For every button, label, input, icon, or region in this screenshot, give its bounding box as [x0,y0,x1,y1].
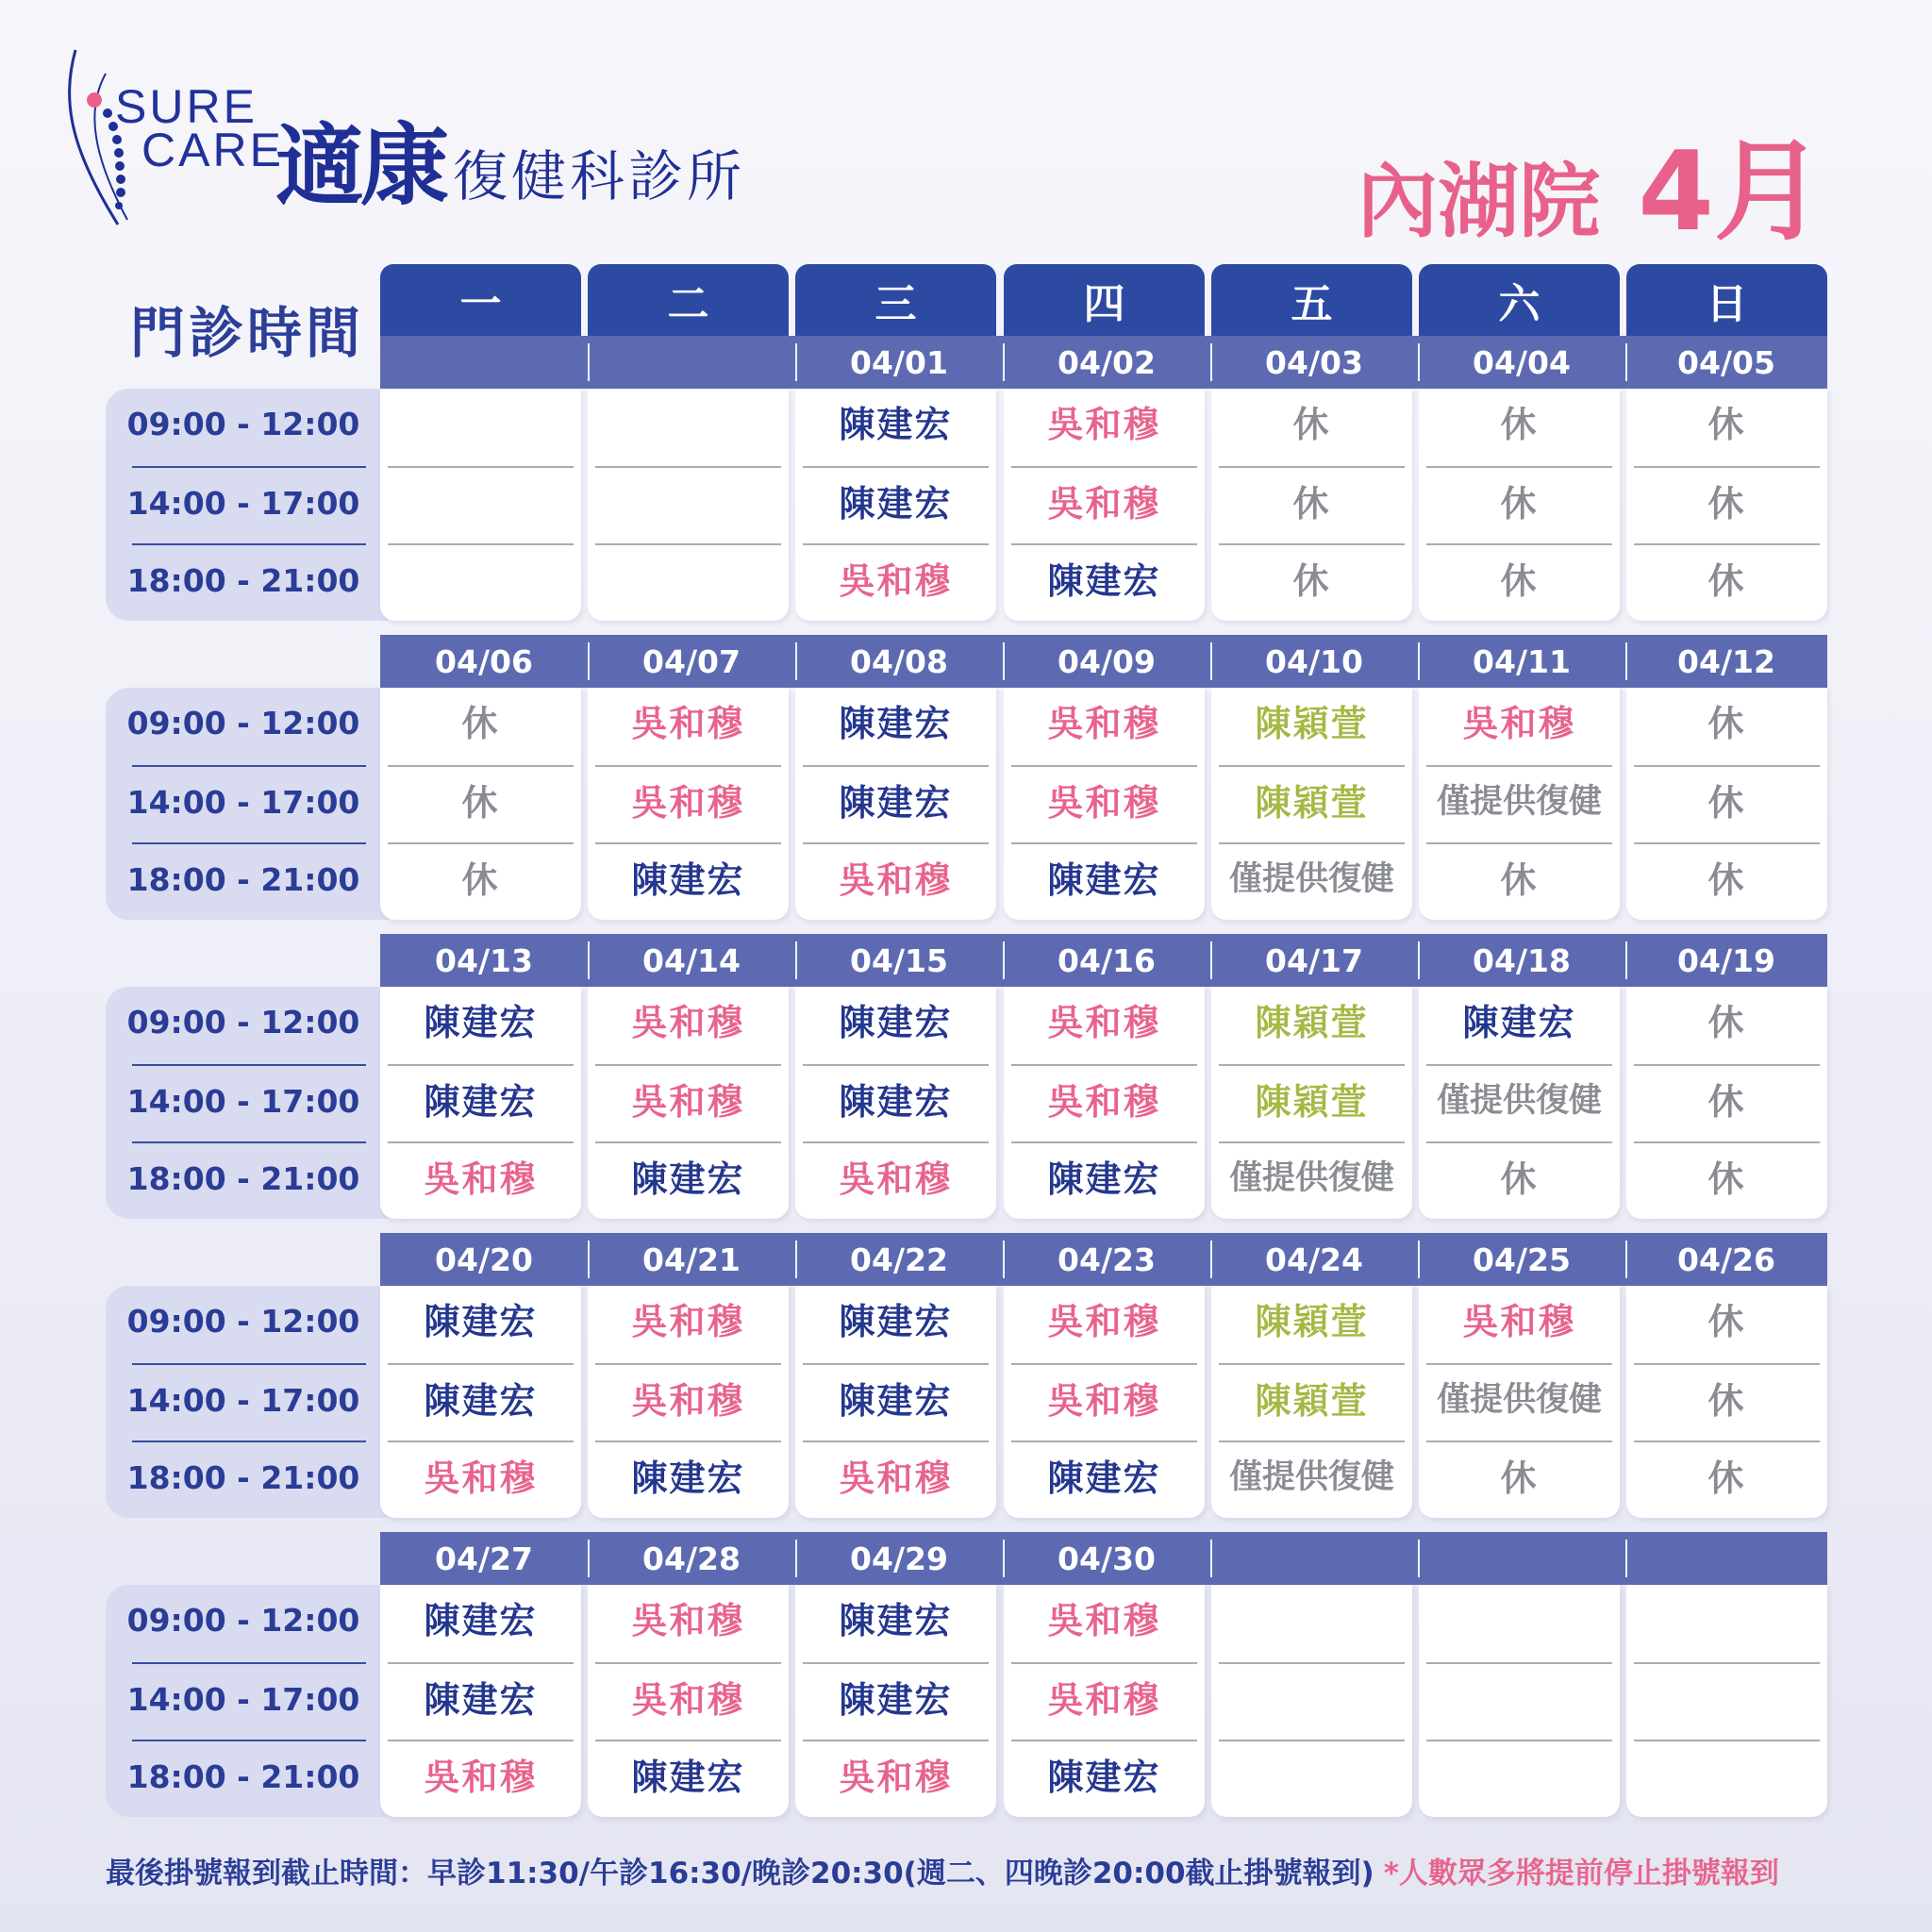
date-cell: 04/04 [1418,336,1625,389]
shift-cell: 吳和穆 [424,1756,538,1798]
shift-cell: 僅提供復健 [1228,860,1394,898]
shift-cell: 吳和穆 [1047,1300,1161,1342]
slot-divider [803,1441,989,1442]
slot-divider [388,1141,574,1143]
shift-cell: 陳穎萱 [1255,1001,1369,1043]
day-column [1211,688,1412,920]
shift-cell: 休 [1500,482,1539,525]
date-strip [380,635,1827,688]
date-strip [380,934,1827,987]
weekday-header: 四 [1004,264,1205,336]
weekday-header: 日 [1626,264,1827,336]
date-cell: 04/15 [795,934,1003,987]
shift-cell: 陳建宏 [1047,559,1161,602]
day-column [1211,389,1412,621]
slot-divider [1011,765,1197,767]
shift-cell: 陳建宏 [631,1457,745,1499]
shift-cell: 休 [461,781,500,824]
time-slot-label: 14:00 - 17:00 [126,485,360,522]
shift-cell: 吳和穆 [424,1457,538,1499]
branch-name: 內湖院 [1357,155,1601,249]
date-cell: 04/19 [1625,934,1827,987]
shift-cell: 休 [1292,559,1331,602]
slot-divider [1219,765,1405,767]
shift-cell: 陳建宏 [424,1379,538,1422]
date-cell: 04/27 [435,1540,533,1577]
shift-cell: 陳建宏 [1047,1457,1161,1499]
date-cell [1418,1532,1625,1585]
shift-cell: 陳建宏 [1047,858,1161,901]
shift-cell: 休 [1707,1457,1746,1499]
shift-cell [1626,1745,1827,1802]
slot-divider [1634,1363,1820,1365]
shift-cell: 吳和穆 [1047,781,1161,824]
slot-divider [1634,1141,1820,1143]
date-strip [380,1233,1827,1286]
shift-cell: 休 [1500,559,1539,602]
time-divider [132,1441,366,1442]
slot-divider [1426,543,1612,545]
shift-cell: 陳建宏 [839,1001,953,1043]
shift-cell: 休 [461,702,500,744]
shift-cell: 僅提供復健 [1228,1458,1394,1496]
day-column [1211,1585,1412,1817]
day-column [380,688,581,920]
time-slot-label: 14:00 - 17:00 [126,1083,360,1120]
shift-cell: 陳建宏 [839,1379,953,1422]
shift-cell: 吳和穆 [1047,702,1161,744]
time-slot-label: 09:00 - 12:00 [126,705,360,741]
slot-divider [1426,1740,1612,1741]
slot-divider [595,1064,781,1066]
shift-cell: 陳建宏 [839,482,953,525]
shift-cell: 吳和穆 [631,1599,745,1641]
slot-divider [595,1141,781,1143]
slot-divider [803,543,989,545]
slot-divider [803,466,989,468]
day-column [1004,987,1205,1219]
logo-text-care: CARE [142,124,284,176]
logo-text-zh-big: 適康 [275,114,446,218]
shift-cell: 陳建宏 [839,1080,953,1123]
shift-cell: 休 [1500,1457,1539,1499]
shift-cell: 吳和穆 [631,1001,745,1043]
slot-divider [388,765,574,767]
time-slot-label: 09:00 - 12:00 [126,406,360,442]
slot-divider [595,466,781,468]
day-column [1211,1286,1412,1518]
slot-divider [1219,1141,1405,1143]
shift-cell [380,472,581,528]
shift-cell: 吳和穆 [1047,403,1161,445]
date-cell: 04/09 [1003,635,1210,688]
day-column [380,389,581,621]
shift-cell: 陳建宏 [424,1001,538,1043]
slot-divider [803,1064,989,1066]
shift-cell: 休 [1292,482,1331,525]
date-strip [380,336,1827,389]
shift-cell: 陳穎萱 [1255,702,1369,744]
shift-cell: 吳和穆 [1047,1080,1161,1123]
time-column [106,389,389,621]
day-column [795,1286,996,1518]
slot-divider [803,1662,989,1664]
shift-cell: 僅提供復健 [1436,783,1602,821]
shift-cell: 陳建宏 [839,702,953,744]
time-divider [132,543,366,545]
shift-cell: 休 [1707,1001,1746,1043]
slot-divider [1634,1441,1820,1442]
slot-divider [1011,1740,1197,1741]
shift-cell: 休 [1500,1158,1539,1200]
slot-divider [595,1363,781,1365]
date-cell: 04/29 [795,1532,1003,1585]
shift-cell: 陳建宏 [839,403,953,445]
time-slot-label: 14:00 - 17:00 [126,784,360,821]
shift-cell: 吳和穆 [631,702,745,744]
slot-divider [388,842,574,844]
shift-cell [380,549,581,606]
slot-divider [803,842,989,844]
time-slot-label: 18:00 - 21:00 [126,861,360,898]
shift-cell [1211,1589,1412,1645]
slot-divider [595,1740,781,1741]
shift-cell: 休 [1707,1080,1746,1123]
clinic-logo [66,45,802,234]
time-slot-label: 09:00 - 12:00 [126,1004,360,1041]
date-strip [380,1532,1827,1585]
day-column [1004,1286,1205,1518]
shift-cell: 陳建宏 [1047,1756,1161,1798]
shift-cell: 陳建宏 [631,858,745,901]
date-cell: 04/20 [435,1241,533,1278]
crowd-warning: *人數眾多將提前停止掛號報到 [1383,1857,1779,1890]
shift-cell: 休 [1707,482,1746,525]
shift-cell: 吳和穆 [631,1678,745,1721]
logo-text-zh-small: 復健科診所 [453,144,746,208]
slot-divider [388,466,574,468]
shift-cell: 吳和穆 [839,1756,953,1798]
shift-cell [1419,1589,1620,1645]
time-slot-label: 09:00 - 12:00 [126,1303,360,1340]
shift-cell: 休 [1500,403,1539,445]
slot-divider [388,1064,574,1066]
day-column [1211,987,1412,1219]
shift-cell: 吳和穆 [1462,702,1576,744]
shift-cell: 陳建宏 [839,1599,953,1641]
shift-cell [588,472,789,528]
shift-cell: 吳和穆 [1047,1678,1161,1721]
date-cell: 04/28 [588,1532,795,1585]
slot-divider [1634,765,1820,767]
slot-divider [803,1740,989,1741]
time-divider [132,842,366,844]
shift-cell: 休 [1707,403,1746,445]
slot-divider [1634,1064,1820,1066]
shift-cell: 陳建宏 [424,1080,538,1123]
slot-divider [388,1441,574,1442]
time-slot-label: 14:00 - 17:00 [126,1382,360,1419]
shift-cell: 休 [1707,559,1746,602]
time-slot-label: 18:00 - 21:00 [126,1160,360,1197]
shift-cell [1211,1745,1412,1802]
shift-cell: 休 [1292,403,1331,445]
weekday-header: 六 [1419,264,1620,336]
shift-cell [588,392,789,449]
date-cell [1210,1532,1418,1585]
shift-cell: 休 [461,858,500,901]
slot-divider [1426,1064,1612,1066]
day-column [1004,688,1205,920]
day-column [1419,389,1620,621]
slot-divider [388,543,574,545]
day-column [380,1585,581,1817]
slot-divider [1426,1662,1612,1664]
slot-divider [1219,1363,1405,1365]
day-column [1004,1585,1205,1817]
shift-cell: 陳穎萱 [1255,781,1369,824]
date-cell [1625,1532,1827,1585]
shift-cell: 休 [1707,1379,1746,1422]
date-cell: 04/23 [1003,1233,1210,1286]
shift-cell: 陳建宏 [631,1158,745,1200]
slot-divider [1011,1441,1197,1442]
slot-divider [1011,1363,1197,1365]
day-column [1626,389,1827,621]
slot-divider [1426,1363,1612,1365]
slot-divider [595,842,781,844]
shift-cell [380,392,581,449]
time-slot-label: 18:00 - 21:00 [126,1758,360,1795]
shift-cell: 吳和穆 [839,559,953,602]
day-column [588,688,789,920]
shift-cell [1626,1668,1827,1724]
slot-divider [1011,543,1197,545]
slot-divider [1219,543,1405,545]
time-divider [132,1662,366,1664]
registration-deadline: 最後掛號報到截止時間：早診11:30/午診16:30/晚診20:30(週二、四晚診20:00截止掛號報到) [106,1857,1374,1890]
day-column [588,389,789,621]
slot-divider [1011,1662,1197,1664]
shift-cell: 陳建宏 [1462,1001,1576,1043]
day-column [1004,389,1205,621]
shift-cell: 吳和穆 [631,781,745,824]
slot-divider [595,1441,781,1442]
day-column [1419,688,1620,920]
shift-cell: 陳建宏 [424,1300,538,1342]
shift-cell: 休 [1500,858,1539,901]
slot-divider [1426,466,1612,468]
time-slot-label: 18:00 - 21:00 [126,1459,360,1496]
shift-cell: 吳和穆 [839,1457,953,1499]
day-column [588,1286,789,1518]
slot-divider [1219,1441,1405,1442]
date-cell: 04/08 [795,635,1003,688]
time-column [106,1286,389,1518]
date-cell: 04/26 [1625,1233,1827,1286]
shift-cell [1419,1745,1620,1802]
slot-divider [388,1363,574,1365]
slot-divider [803,1363,989,1365]
schedule-label: 門診時間 [130,301,365,365]
time-slot-label: 14:00 - 17:00 [126,1681,360,1718]
shift-cell: 吳和穆 [839,858,953,901]
slot-divider [388,1662,574,1664]
date-cell: 04/14 [588,934,795,987]
shift-cell [1211,1668,1412,1724]
shift-cell [1626,1589,1827,1645]
day-column [588,1585,789,1817]
slot-divider [1634,1662,1820,1664]
slot-divider [1634,543,1820,545]
time-column [106,987,389,1219]
shift-cell: 陳穎萱 [1255,1379,1369,1422]
slot-divider [1219,466,1405,468]
shift-cell: 僅提供復健 [1436,1381,1602,1419]
date-cell [380,336,588,389]
shift-cell: 陳建宏 [424,1678,538,1721]
footer-note [106,1849,1779,1891]
slot-divider [1219,1662,1405,1664]
time-column [106,1585,389,1817]
shift-cell: 休 [1707,1300,1746,1342]
slot-divider [1011,466,1197,468]
date-cell: 04/18 [1418,934,1625,987]
day-column [1626,688,1827,920]
date-cell: 04/10 [1210,635,1418,688]
day-column [588,987,789,1219]
date-cell: 04/13 [435,941,533,979]
shift-cell: 吳和穆 [631,1300,745,1342]
day-column [795,987,996,1219]
day-column [380,1286,581,1518]
shift-cell: 陳建宏 [424,1599,538,1641]
day-column [1419,987,1620,1219]
month-label: 4月 [1638,128,1824,256]
date-cell: 04/03 [1210,336,1418,389]
date-cell: 04/12 [1625,635,1827,688]
time-slot-label: 18:00 - 21:00 [126,562,360,599]
date-cell: 04/25 [1418,1233,1625,1286]
date-cell: 04/11 [1418,635,1625,688]
day-column [1626,1286,1827,1518]
shift-cell: 僅提供復健 [1436,1082,1602,1120]
date-cell [588,336,795,389]
slot-divider [1426,1441,1612,1442]
shift-cell: 吳和穆 [424,1158,538,1200]
date-cell: 04/02 [1003,336,1210,389]
shift-cell: 陳建宏 [631,1756,745,1798]
shift-cell: 陳建宏 [839,781,953,824]
logo-text-sure: SURE [115,80,258,133]
weekday-header: 三 [795,264,996,336]
shift-cell: 休 [1707,1158,1746,1200]
shift-cell: 陳建宏 [1047,1158,1161,1200]
weekday-header: 一 [380,264,581,336]
time-divider [132,1064,366,1066]
slot-divider [803,1141,989,1143]
shift-cell: 吳和穆 [839,1158,953,1200]
shift-cell: 吳和穆 [1047,482,1161,525]
slot-divider [388,1740,574,1741]
slot-divider [1011,842,1197,844]
day-column [380,987,581,1219]
slot-divider [1011,1141,1197,1143]
shift-cell: 陳建宏 [839,1300,953,1342]
slot-divider [1634,842,1820,844]
slot-divider [1426,765,1612,767]
shift-cell: 休 [1707,781,1746,824]
shift-cell: 吳和穆 [1047,1599,1161,1641]
shift-cell: 吳和穆 [631,1379,745,1422]
time-divider [132,1141,366,1143]
shift-cell [588,549,789,606]
slot-divider [1426,1141,1612,1143]
slot-divider [595,543,781,545]
date-cell: 04/24 [1210,1233,1418,1286]
shift-cell: 吳和穆 [631,1080,745,1123]
shift-cell: 休 [1707,858,1746,901]
shift-cell: 陳穎萱 [1255,1080,1369,1123]
shift-cell: 僅提供復健 [1228,1159,1394,1197]
date-cell: 04/21 [588,1233,795,1286]
weekday-header: 五 [1211,264,1412,336]
slot-divider [1011,1064,1197,1066]
shift-cell: 休 [1707,702,1746,744]
slot-divider [1634,1740,1820,1741]
day-column [795,389,996,621]
slot-divider [1219,842,1405,844]
date-cell: 04/16 [1003,934,1210,987]
slot-divider [1219,1740,1405,1741]
date-cell: 04/01 [795,336,1003,389]
slot-divider [595,1662,781,1664]
slot-divider [1426,842,1612,844]
shift-cell: 吳和穆 [1047,1001,1161,1043]
time-divider [132,466,366,468]
weekday-header: 二 [588,264,789,336]
slot-divider [1634,466,1820,468]
day-column [1419,1286,1620,1518]
time-divider [132,765,366,767]
shift-cell: 吳和穆 [1462,1300,1576,1342]
date-cell: 04/06 [435,642,533,680]
slot-divider [1219,1064,1405,1066]
date-cell: 04/17 [1210,934,1418,987]
day-column [1419,1585,1620,1817]
date-cell: 04/22 [795,1233,1003,1286]
date-cell: 04/30 [1003,1532,1210,1585]
shift-cell [1419,1668,1620,1724]
branch-title [1357,104,1824,261]
time-divider [132,1363,366,1365]
time-divider [132,1740,366,1741]
day-column [795,688,996,920]
day-column [1626,1585,1827,1817]
shift-cell: 陳穎萱 [1255,1300,1369,1342]
shift-cell: 吳和穆 [1047,1379,1161,1422]
slot-divider [595,765,781,767]
day-column [795,1585,996,1817]
slot-divider [803,765,989,767]
date-cell: 04/07 [588,635,795,688]
time-column [106,688,389,920]
day-column [1626,987,1827,1219]
time-slot-label: 09:00 - 12:00 [126,1602,360,1639]
shift-cell: 陳建宏 [839,1678,953,1721]
date-cell: 04/05 [1625,336,1827,389]
